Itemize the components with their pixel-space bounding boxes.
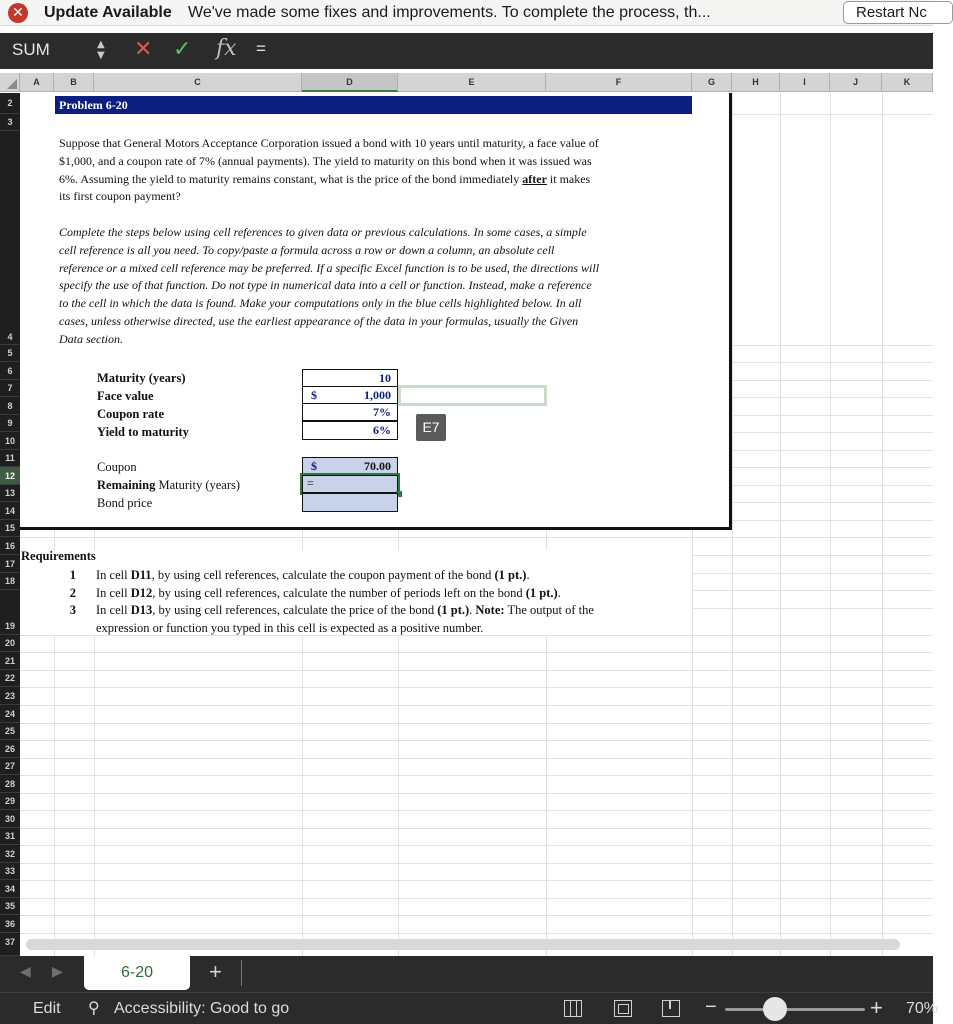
row-header-24[interactable]: 24 (0, 705, 20, 723)
gridline (20, 898, 933, 899)
req-note: Note: (475, 603, 505, 618)
gridline (20, 845, 933, 846)
next-sheet-icon[interactable]: ▶ (52, 964, 63, 980)
formula-bar (0, 33, 933, 69)
add-sheet-button[interactable]: + (209, 959, 222, 984)
coupon-value: 70.00 (364, 459, 391, 473)
column-header-j[interactable]: J (830, 73, 882, 92)
row-header-13[interactable]: 13 (0, 485, 20, 502)
active-cell-content: = (307, 476, 314, 490)
previous-sheet-icon[interactable]: ◀ (20, 964, 31, 980)
row-header-34[interactable]: 34 (0, 880, 20, 898)
normal-view-icon[interactable] (564, 1000, 582, 1017)
select-all-corner[interactable] (0, 73, 20, 92)
row-header-11[interactable]: 11 (0, 450, 20, 467)
row-header-7[interactable]: 7 (0, 380, 20, 397)
req-text: In cell (96, 568, 131, 582)
restart-button[interactable]: Restart Nc (843, 1, 953, 24)
column-header-f[interactable]: F (546, 73, 692, 92)
remaining-rest: Maturity (years) (155, 478, 241, 492)
cell-d9[interactable]: 6% (302, 421, 398, 440)
row-header-27[interactable]: 27 (0, 758, 20, 775)
gridline (20, 652, 933, 653)
gridline (20, 687, 933, 688)
formula-input[interactable]: = (256, 39, 266, 58)
instruction-line: specify the use of that function. Do not type in numerical data into a cell or function. Instead, make a reference (59, 278, 592, 293)
gridline (20, 723, 933, 724)
zoom-out-button[interactable]: − (705, 996, 717, 1018)
row-header-25[interactable]: 25 (0, 723, 20, 740)
sheet-tab-6-20[interactable]: 6-20 (84, 956, 190, 990)
column-header-h[interactable]: H (732, 73, 780, 92)
page-break-view-icon[interactable] (662, 1000, 680, 1017)
reference-highlight-e7 (398, 385, 547, 406)
gridline (882, 93, 883, 956)
currency-symbol: $ (311, 459, 317, 473)
column-header-a[interactable]: A (20, 73, 54, 92)
row-header-2[interactable]: 2 (0, 93, 20, 114)
req-cell: D11 (130, 568, 152, 582)
req-cell: D12 (130, 585, 153, 600)
bond-price-label: Bond price (97, 496, 153, 510)
req-text: , by using cell references, calculate the number of periods left on the bond (152, 585, 526, 600)
requirement-1 (60, 567, 700, 585)
req-cell: D13 (130, 603, 153, 618)
cell-d6[interactable]: 10 (302, 369, 398, 387)
ytm-label: Yield to maturity (97, 425, 189, 439)
question-line-3 (59, 171, 689, 189)
zoom-slider-handle[interactable] (763, 997, 787, 1021)
gridline (20, 740, 933, 741)
requirement-3-line-2: expression or function you typed in this cell is expected as a positive number. (96, 620, 484, 635)
requirement-3 (60, 602, 700, 620)
row-header-10[interactable]: 10 (0, 432, 20, 450)
spreadsheet-grid[interactable] (0, 73, 933, 956)
requirements-heading: Requirements (21, 549, 96, 563)
row-header-19[interactable]: 19 (0, 590, 20, 635)
zoom-slider-track[interactable] (725, 1008, 865, 1011)
req-points: (1 pt.) (525, 585, 558, 600)
row-header-23[interactable]: 23 (0, 687, 20, 705)
row-header-3[interactable]: 3 (0, 114, 20, 131)
req-text: . (526, 568, 530, 582)
update-banner (0, 0, 933, 26)
column-header-i[interactable]: I (780, 73, 830, 92)
req-points: (1 pt.) (437, 603, 470, 618)
question-line-2: $1,000, and a coupon rate of 7% (annual payments). The yield to maturity on this bond when it was issued was (59, 153, 592, 168)
insert-function-icon[interactable]: fx (216, 36, 237, 61)
row-header-30[interactable]: 30 (0, 810, 20, 828)
requirement-2 (60, 585, 700, 603)
column-header-e[interactable]: E (398, 73, 546, 92)
column-header-b[interactable]: B (54, 73, 94, 92)
horizontal-scrollbar[interactable] (26, 939, 900, 950)
question-line-3-tail: it makes (546, 171, 591, 186)
requirement-number: 2 (69, 585, 76, 600)
instruction-line: to the cell in which the data is found. Make your computations only in the blue cells highlighted below. In all (59, 296, 582, 311)
divider (241, 960, 242, 986)
name-box[interactable]: SUM (12, 40, 50, 59)
gridline (20, 670, 933, 671)
row-header-32[interactable]: 32 (0, 845, 20, 863)
cell-reference-tooltip: E7 (416, 414, 446, 441)
requirement-number: 1 (69, 568, 76, 582)
gridline (20, 933, 933, 934)
instruction-line: reference or a mixed cell reference may be preferred. If a specific Excel function is to be used, the directions will (59, 260, 600, 275)
gridline (20, 775, 933, 776)
status-bar (0, 992, 939, 1024)
mode-indicator: Edit (33, 1000, 61, 1017)
column-header-c[interactable]: C (94, 73, 302, 92)
row-header-9[interactable]: 9 (0, 415, 20, 432)
remaining-bold: Remaining (97, 478, 156, 492)
question-line-1: Suppose that General Motors Acceptance Corporation issued a bond with 10 years until maturity, a face value of (59, 136, 599, 150)
banner-message: We've made some fixes and improvements. To complete the process, th... (188, 4, 711, 21)
row-header-14[interactable]: 14 (0, 502, 20, 520)
requirement-number: 3 (69, 603, 76, 618)
req-points: (1 pt.) (494, 568, 527, 582)
accessibility-icon[interactable]: ⚲ (88, 998, 100, 1017)
column-header-g[interactable]: G (692, 73, 732, 92)
row-header-12[interactable]: 12 (0, 467, 20, 485)
remaining-maturity-label (97, 478, 240, 493)
gridline (732, 93, 733, 956)
req-text: . (469, 603, 476, 618)
question-line-3-text: 6%. Assuming the yield to maturity remains constant, what is the price of the bond immediately (59, 171, 523, 186)
instructions-text (59, 224, 689, 349)
problem-title: Problem 6-20 (55, 96, 692, 114)
accessibility-status[interactable]: Accessibility: Good to go (114, 1000, 290, 1017)
zoom-level[interactable]: 70% (906, 1000, 939, 1017)
req-text: The output of the (504, 603, 594, 618)
row-header-4[interactable]: 4 (0, 131, 20, 345)
currency-symbol: $ (311, 388, 317, 402)
row-header-28[interactable]: 28 (0, 775, 20, 793)
req-text: , by using cell references, calculate the price of the bond (152, 603, 438, 618)
face-value: 1,000 (364, 388, 391, 402)
gridline (830, 93, 831, 956)
row-header-16[interactable]: 16 (0, 537, 20, 555)
column-header-d[interactable]: D (302, 73, 398, 92)
row-header-18[interactable]: 18 (0, 573, 20, 590)
gridline (20, 537, 933, 538)
row-header-37[interactable]: 37 (0, 933, 20, 956)
sheet-tab-bar (0, 956, 933, 992)
cell-d13[interactable] (302, 493, 398, 512)
row-header-21[interactable]: 21 (0, 652, 20, 670)
gridline (20, 828, 933, 829)
dismiss-icon[interactable]: ✕ (8, 3, 28, 23)
row-header-26[interactable]: 26 (0, 740, 20, 758)
banner-title: Update Available (44, 4, 172, 21)
row-header-31[interactable]: 31 (0, 828, 20, 845)
req-text: In cell (96, 585, 131, 600)
req-text: . (557, 585, 561, 600)
requirements-list (60, 567, 700, 637)
enter-check-icon[interactable]: ✓ (173, 37, 192, 62)
coupon-label: Coupon (97, 460, 137, 474)
gridline (20, 758, 933, 759)
column-header-k[interactable]: K (882, 73, 933, 92)
face-value-label: Face value (97, 389, 154, 403)
coupon-rate-label: Coupon rate (97, 407, 165, 421)
row-header-8[interactable]: 8 (0, 397, 20, 415)
instruction-line: cases, unless otherwise directed, use the earliest appearance of the data in your formulas, usually the Given (59, 313, 579, 328)
gridline (20, 915, 933, 916)
gridline (20, 810, 933, 811)
row-header-17[interactable]: 17 (0, 555, 20, 573)
zoom-in-button[interactable]: + (870, 995, 883, 1020)
row-header-33[interactable]: 33 (0, 863, 20, 880)
req-text: In cell (96, 603, 131, 618)
row-header-22[interactable]: 22 (0, 670, 20, 687)
cell-d8[interactable]: 7% (302, 403, 398, 421)
row-header-6[interactable]: 6 (0, 362, 20, 380)
gridline (20, 863, 933, 864)
question-emphasis: after (522, 171, 547, 186)
gridline (780, 93, 781, 956)
name-box-stepper-icon[interactable]: ▲ ▼ (97, 39, 105, 61)
gridline (20, 793, 933, 794)
row-header-29[interactable]: 29 (0, 793, 20, 810)
maturity-label: Maturity (years) (97, 371, 186, 385)
instruction-line: Complete the steps below using cell references to given data or previous calculations. In some cases, a simple (59, 225, 587, 239)
select-all-triangle-icon (7, 79, 17, 89)
question-line-4: its first coupon payment? (59, 189, 181, 204)
row-header-5[interactable]: 5 (0, 345, 20, 362)
question-text (59, 135, 689, 206)
instruction-line: cell reference is all you need. To copy/paste a formula across a row or down a column, an absolute cell (59, 242, 555, 257)
active-cell-border[interactable] (300, 473, 400, 495)
cancel-icon[interactable]: ✕ (134, 37, 153, 62)
gridline (20, 705, 933, 706)
row-header-15[interactable]: 15 (0, 520, 20, 537)
gridline (20, 880, 933, 881)
row-header-20[interactable]: 20 (0, 635, 20, 652)
instruction-line: Data section. (59, 331, 123, 346)
page-layout-view-icon[interactable] (614, 1000, 632, 1017)
req-text: , by using cell references, calculate the coupon payment of the bond (151, 568, 495, 582)
row-header-35[interactable]: 35 (0, 898, 20, 915)
row-header-36[interactable]: 36 (0, 915, 20, 933)
cell-d7[interactable] (302, 386, 398, 404)
